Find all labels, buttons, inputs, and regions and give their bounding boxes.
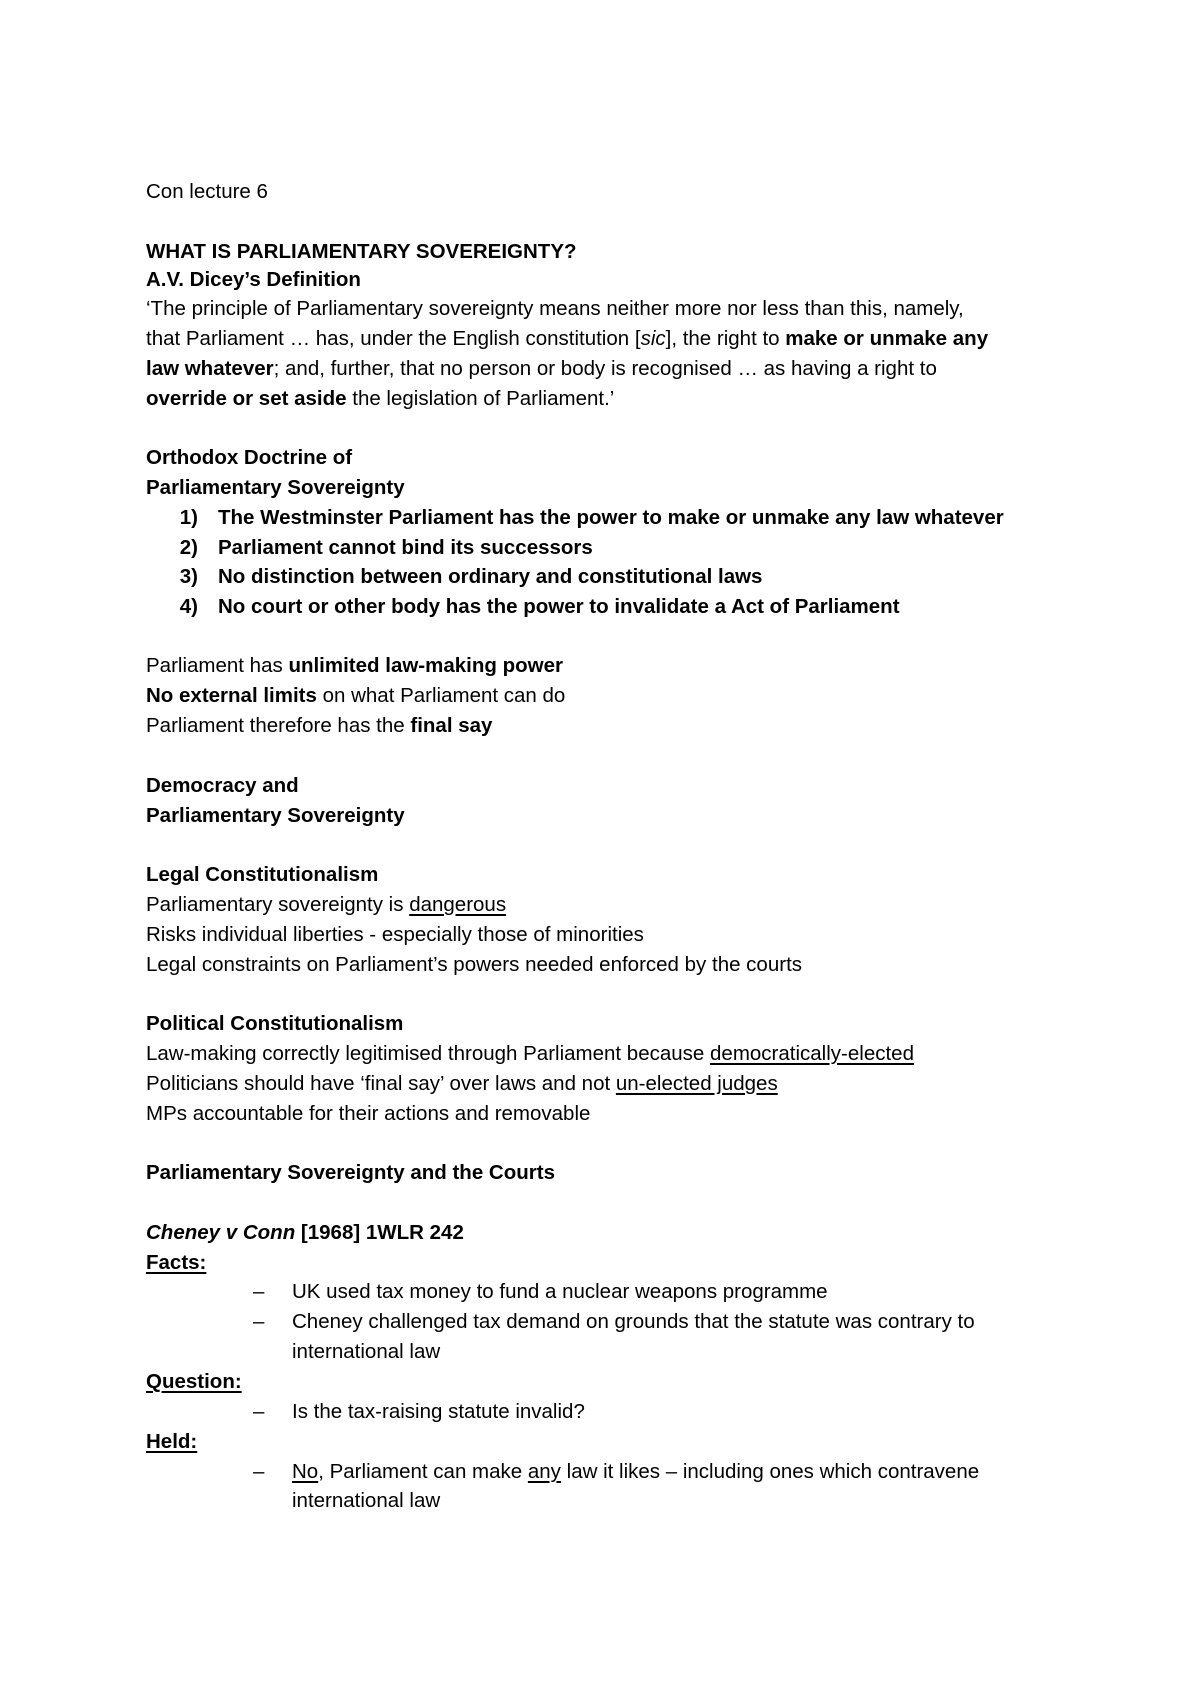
text-run: on what Parliament can do [316,684,566,707]
list-item-text: No court or other body has the power to invalidate a Act of Parliament [218,595,900,618]
text-run: ], the right to [665,327,786,350]
section-heading: WHAT IS PARLIAMENTARY SOVEREIGNTY? [146,240,577,263]
text-run: No [292,1460,319,1483]
summary-line [146,686,565,707]
text-run: any [527,1460,561,1483]
political-constitutionalism-line [146,1044,914,1065]
text-run: Risks individual liberties - especially those of minorities [146,923,644,946]
dicey-quote-line [146,299,964,320]
political-constitutionalism-line [146,1074,778,1095]
question-label: Question: [146,1370,242,1393]
text-run: No external limits [146,684,317,707]
political-constitutionalism-heading: Political Constitutionalism [146,1012,404,1035]
orthodox-heading: Parliamentary Sovereignty [146,476,405,499]
text-run: law whatever [146,357,274,380]
democracy-heading: Parliamentary Sovereignty [146,804,405,827]
list-item-text: Parliament cannot bind its successors [218,536,593,559]
summary-line [146,656,563,677]
dicey-quote-line [146,359,937,380]
text-run: Parliamentary sovereignty is [146,893,410,916]
text-run: ; and, further, that no person or body is recognised … as having a right to [273,357,937,380]
facts-item: international law [292,1340,441,1363]
bullet-dash: – [253,1310,265,1333]
text-run: Cheney v Conn [146,1221,296,1244]
text-run: international law [292,1489,441,1512]
text-run: the legislation of Parliament.’ [346,387,615,410]
text-run: final say [410,714,493,737]
summary-line [146,716,492,737]
dicey-quote-line [146,329,988,350]
courts-heading: Parliamentary Sovereignty and the Courts [146,1161,555,1184]
text-run: democratically-elected [710,1042,914,1065]
text-run: Parliament therefore has the [146,714,411,737]
list-item-text: No distinction between ordinary and constitutional laws [218,565,763,588]
bullet-dash: – [253,1460,265,1483]
held-label: Held: [146,1430,198,1453]
text-run: Law-making correctly legitimised through Parliament because [146,1042,711,1065]
legal-constitutionalism-heading: Legal Constitutionalism [146,863,379,886]
list-number: 3) [179,565,198,588]
dicey-heading: A.V. Dicey’s Definition [146,268,361,291]
held-item [292,1462,979,1483]
facts-label: Facts: [146,1251,207,1274]
held-item [292,1491,440,1512]
text-run: law it likes – including ones which contravene [560,1460,980,1483]
bullet-dash: – [253,1280,265,1303]
political-constitutionalism-line [146,1104,590,1125]
text-run: make or unmake any [785,327,989,350]
facts-item: UK used tax money to fund a nuclear weapons programme [292,1280,828,1303]
list-number: 1) [179,506,198,529]
democracy-heading: Democracy and [146,774,299,797]
text-run: dangerous [409,893,507,916]
document-title: Con lecture 6 [146,180,268,203]
text-run: Legal constraints on Parliament’s powers needed enforced by the courts [146,953,803,976]
bullet-dash: – [253,1400,265,1423]
text-run: sic [640,327,666,350]
legal-constitutionalism-line [146,955,802,976]
dicey-quote-line [146,389,614,410]
list-item-text: The Westminster Parliament has the power to make or unmake any law whatever [218,506,1004,529]
text-run: [1968] 1WLR 242 [295,1221,464,1244]
orthodox-heading: Orthodox Doctrine of [146,446,353,469]
text-run: Parliament has [146,654,289,677]
case-citation [146,1223,464,1244]
text-run: override or set aside [146,387,347,410]
text-run: MPs accountable for their actions and removable [146,1102,591,1125]
text-run: , Parliament can make [318,1460,528,1483]
text-run: unlimited law-making power [288,654,563,677]
legal-constitutionalism-line [146,925,644,946]
facts-item: Cheney challenged tax demand on grounds that the statute was contrary to [292,1310,975,1333]
list-number: 4) [179,595,198,618]
text-run: ‘The principle of Parliamentary sovereignty means neither more nor less than this, namely, [146,297,964,320]
question-item: Is the tax-raising statute invalid? [292,1400,585,1423]
text-run: un-elected judges [615,1072,778,1095]
list-number: 2) [179,536,198,559]
text-run: that Parliament … has, under the English constitution [ [146,327,641,350]
text-run: Politicians should have ‘final say’ over laws and not [146,1072,616,1095]
legal-constitutionalism-line [146,895,506,916]
